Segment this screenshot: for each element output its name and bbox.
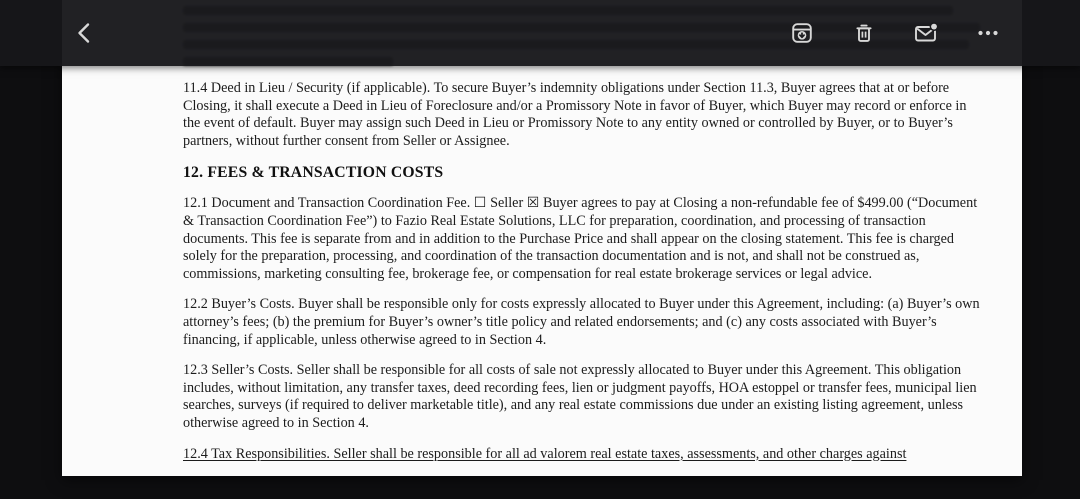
download-icon	[790, 21, 814, 45]
chevron-left-icon	[72, 20, 98, 46]
ellipsis-icon	[976, 21, 1000, 45]
clause-11-4: 11.4 Deed in Lieu / Security (if applicable). To secure Buyer’s indemnity obligations under Section 11.3, Buyer agrees that at or before Closing, it shall execute a Deed in Lieu of Foreclosure and/or a Promissory Note in favor of Buyer, which Buyer may record or enforce in the event of default. Buyer may assign such Deed in Lieu or Promissory Note to any entity owned or controlled by Buyer, or to Buyer’s partners, without further consent from Seller or Assignee.	[183, 80, 967, 149]
section-heading-12: 12. FEES & TRANSACTION COSTS	[183, 164, 444, 182]
back-button[interactable]	[71, 19, 99, 47]
toolbar-actions	[788, 19, 1002, 47]
clause-12-3: 12.3 Seller’s Costs. Seller shall be responsible for all costs of sale not expressly allocated to Buyer under this Agreement. This obligation includes, without limitation, any transfer taxes, deed recording fees, lien or judgment payoffs, HOA estoppel or transfer fees, municipal lien searches, surveys (if required to deliver marketable title), and any real estate commissions due under an existing listing agreement, unless otherwise agreed to in Section 4.	[183, 362, 977, 431]
document-content	[62, 0, 1022, 476]
trash-icon	[852, 21, 876, 45]
document-page[interactable]	[62, 0, 1022, 476]
delete-button[interactable]	[850, 19, 878, 47]
top-toolbar	[0, 0, 1080, 66]
mark-unread-button[interactable]	[912, 19, 940, 47]
download-button[interactable]	[788, 19, 816, 47]
clause-12-4-partial: 12.4 Tax Responsibilities. Seller shall be responsible for all ad valorem real estate taxes, assessments, and other charges against	[183, 445, 907, 462]
clause-12-2: 12.2 Buyer’s Costs. Buyer shall be responsible only for costs expressly allocated to Buyer under this Agreement, including: (a) Buyer’s own attorney’s fees; (b) the premium for Buyer’s owner’s title policy and related endorsements; and (c) any costs associated with Buyer’s financing, if applicable, unless otherwise agreed to in Section 4.	[183, 296, 980, 348]
more-options-button[interactable]	[974, 19, 1002, 47]
mail-unread-icon	[913, 21, 939, 45]
clause-12-1: 12.1 Document and Transaction Coordination Fee. ☐ Seller ☒ Buyer agrees to pay at Closing a non-refundable fee of $499.00 (“Document & Transaction Coordination Fee”) to Fazio Real Estate Solutions, LLC for preparation, coordination, and processing of transaction documents. This fee is separate from and in addition to the Purchase Price and shall appear on the closing statement. This fee is charged solely for the preparation, processing, and coordination of the transaction documentation and is not, and shall not be construed as, commissions, marketing consulting fee, brokerage fee, or compensation for real estate brokerage services or legal advice.	[183, 195, 978, 282]
